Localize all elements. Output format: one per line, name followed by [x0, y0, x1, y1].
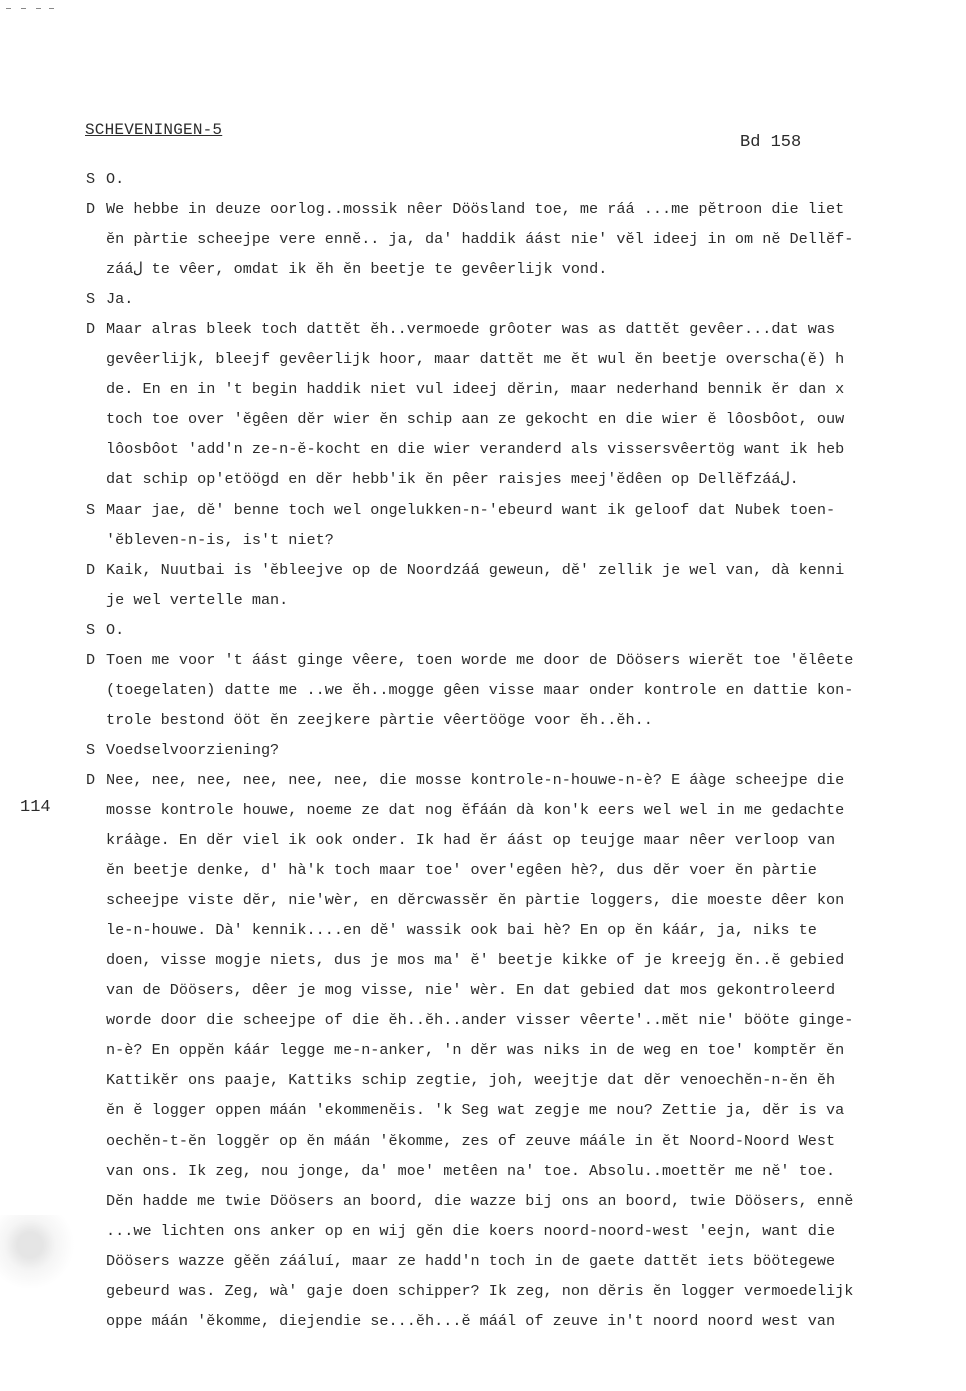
- transcript-line: [86, 825, 966, 855]
- transcript-line: [86, 855, 966, 885]
- line-text: Toen me voor 't áást ginge vêere, toen worde me door de Döösers wierĕt toe 'ĕlêete: [106, 650, 854, 669]
- line-text: ĕn beetje denke, d' hà'k toch maar toe' over'egêen hè?, dus dĕr voer ĕn pàrtie: [106, 861, 817, 880]
- line-text: oppe máán 'ĕkomme, diejendie se...ĕh...ĕ máál of zeuve in't noord noord west van: [106, 1311, 836, 1330]
- line-text: Voedselvoorziening?: [106, 740, 280, 759]
- transcript-line: [86, 585, 966, 615]
- transcript-line: [86, 1035, 966, 1065]
- line-text: de. En en in 't begin haddik niet vul ideej dĕrin, maar nederhand bennik ĕr dan x: [106, 380, 845, 399]
- line-text: toch toe over 'ĕgêen dĕr wier ĕn schip aan ze gekocht en die wier ĕ lôosbôot, ouw: [106, 410, 845, 429]
- scan-mark: [49, 8, 54, 9]
- line-text: Ja.: [106, 290, 134, 309]
- line-text: O.: [106, 620, 125, 639]
- line-text: 'ĕbleven-n-is, is't niet?: [106, 530, 334, 549]
- scan-mark: [21, 8, 26, 9]
- line-text: Maar alras bleek toch dattĕt ĕh..vermoede grôoter was as dattĕt gevêer...dat was: [106, 320, 836, 339]
- scan-smudge: [0, 1215, 75, 1290]
- speaker-label: S: [86, 170, 96, 188]
- transcript-line: [86, 344, 966, 374]
- speaker-label: D: [86, 770, 96, 789]
- transcript-line: [86, 615, 966, 645]
- transcript-line: [86, 1065, 966, 1095]
- speaker-label: D: [86, 200, 96, 219]
- transcript-line: [86, 795, 966, 825]
- line-text: Döösers wazze gĕĕn zááluí, maar ze hadd'n toch in de gaete dattĕt iets böötegewe: [106, 1251, 836, 1270]
- transcript-line: [86, 1126, 966, 1156]
- transcript-line: [86, 374, 966, 404]
- transcript-line: [86, 1095, 966, 1125]
- line-text: oechĕn-t-ĕn loggĕr op ĕn máán 'ĕkomme, zes of zeuve máále in ĕt Noord-Noord West: [106, 1131, 836, 1150]
- line-text: ĕn pàrtie scheejpe vere ennĕ.. ja, da' haddik áást nie' vĕl ideej in om nĕ Dellĕf-: [106, 230, 854, 249]
- line-text: Kattikĕr ons paaje, Kattiks schip zegtie, joh, weejtje dat dĕr venoechĕn-n-ĕn ĕh: [106, 1071, 836, 1090]
- line-text: O.: [106, 170, 125, 188]
- line-text: scheejpe viste dĕr, nie'wèr, en dĕrcwassĕr ĕn pàrtie loggers, die moeste dêer kon: [106, 891, 845, 910]
- line-text: zááل te vêer, omdat ik ĕh ĕn beetje te gevêerlijk vond.: [106, 260, 608, 279]
- speaker-label: S: [86, 290, 96, 309]
- scan-mark: [6, 8, 11, 9]
- line-text: Kaik, Nuutbai is 'ĕbleejve op de Noordzáá geweun, dĕ' zellik je wel van, dà kenni: [106, 560, 845, 579]
- transcript: [86, 164, 966, 1336]
- speaker-label: S: [86, 500, 96, 519]
- line-text: ...we lichten ons anker op en wij gĕn die koers noord-noord-west 'eejn, want die: [106, 1221, 836, 1240]
- line-text: trole bestond ööt ĕn zeejkere pàrtie vêertööge voor ĕh..ĕh..: [106, 710, 653, 729]
- transcript-line: [86, 1246, 966, 1276]
- transcript-line: [86, 1005, 966, 1035]
- transcript-line: [86, 705, 966, 735]
- transcript-line: [86, 434, 966, 464]
- transcript-line: [86, 1186, 966, 1216]
- transcript-line: [86, 1156, 966, 1186]
- line-text: n-è? En oppĕn káár legge me-n-anker, 'n dĕr was niks in de weg en toe' komptĕr ĕn: [106, 1041, 845, 1060]
- transcript-line: [86, 915, 966, 945]
- margin-number: 114: [20, 798, 51, 817]
- scan-mark: [36, 8, 41, 9]
- speaker-label: S: [86, 620, 96, 639]
- line-text: gebeurd was. Zeg, wà' gaje doen schipper? Ik zeg, non dĕris ĕn logger vermoedelijk: [106, 1281, 854, 1300]
- line-text: gevêerlijk, bleejf gevêerlijk hoor, maar dattĕt me ĕt wul ĕn beetje overscha(ĕ) h: [106, 350, 845, 369]
- speaker-label: D: [86, 320, 96, 339]
- transcript-line: [86, 254, 966, 284]
- transcript-line: [86, 224, 966, 254]
- transcript-line: [86, 555, 966, 585]
- line-text: van ons. Ik zeg, nou jonge, da' moe' metêen na' toe. Absolu..moettĕr me nĕ' toe.: [106, 1161, 836, 1180]
- transcript-line: [86, 194, 966, 224]
- transcript-line: [86, 464, 966, 494]
- line-text: le-n-houwe. Dà' kennik....en dĕ' wassik ook bai hè? En op ĕn káár, ja, niks te: [106, 921, 817, 940]
- line-text: Maar jae, dĕ' benne toch wel ongelukken-n-'ebeurd want ik geloof dat Nubek toen-: [106, 500, 836, 519]
- line-text: lôosbôot 'add'n ze-n-ĕ-kocht en die wier veranderd als vissersvêertög want ik heb: [106, 440, 845, 459]
- document-title: SCHEVENINGEN-5: [85, 121, 223, 139]
- speaker-label: D: [86, 560, 96, 579]
- transcript-line: [86, 284, 966, 314]
- transcript-line: [86, 645, 966, 675]
- transcript-line: [86, 885, 966, 915]
- transcript-line: [86, 945, 966, 975]
- transcript-line: [86, 495, 966, 525]
- transcript-line: [86, 735, 966, 765]
- line-text: We hebbe in deuze oorlog..mossik nêer Döösland toe, me ráá ...me pĕtroon die liet: [106, 200, 845, 219]
- line-text: dat schip op'etöögd en dĕr hebb'ik ĕn pêer raisjes meej'ĕdêen op Dellĕfzááل.: [106, 470, 799, 489]
- transcript-line: [86, 975, 966, 1005]
- line-text: doen, visse mogje niets, dus je mos ma' ĕ' beetje kikke of je kreejg ĕn..ĕ gebied: [106, 951, 845, 970]
- transcript-line: [86, 675, 966, 705]
- line-text: kráàge. En dĕr viel ik ook onder. Ik had ĕr áást op teujge maar nêer verloop van: [106, 831, 836, 850]
- transcript-line: [86, 314, 966, 344]
- speaker-label: S: [86, 740, 96, 759]
- line-text: mosse kontrole houwe, noeme ze dat nog ĕfáán dà kon'k eers wel wel in me gedachte: [106, 800, 845, 819]
- transcript-line: [86, 1216, 966, 1246]
- line-text: (toegelaten) datte me ..we ĕh..mogge gêen visse maar onder kontrole en dattie kon-: [106, 680, 854, 699]
- speaker-label: D: [86, 650, 96, 669]
- line-text: ĕn ĕ logger oppen máán 'ekommenĕis. 'k Seg wat zegje me nou? Zettie ja, dĕr is va: [106, 1101, 845, 1120]
- line-text: Dĕn hadde me twie Döösers an boord, die wazze bij ons an boord, twie Döösers, ennĕ: [106, 1191, 854, 1210]
- transcript-line: [86, 525, 966, 555]
- line-text: je wel vertelle man.: [106, 590, 289, 609]
- line-text: Nee, nee, nee, nee, nee, nee, die mosse kontrole-n-houwe-n-è? E áàge scheejpe die: [106, 770, 845, 789]
- transcript-line: [86, 1306, 966, 1336]
- line-text: van de Döösers, dêer je mog visse, nie' wèr. En dat gebied dat mos gekontroleerd: [106, 981, 836, 1000]
- transcript-line: [86, 404, 966, 434]
- transcript-line: [86, 1276, 966, 1306]
- line-text: worde door die scheejpe of die ĕh..ĕh..ander visser vêerte'..mĕt nie' bööte ginge-: [106, 1011, 854, 1030]
- document-reference: Bd 158: [740, 133, 802, 152]
- transcript-line: [86, 164, 966, 194]
- transcript-line: [86, 765, 966, 795]
